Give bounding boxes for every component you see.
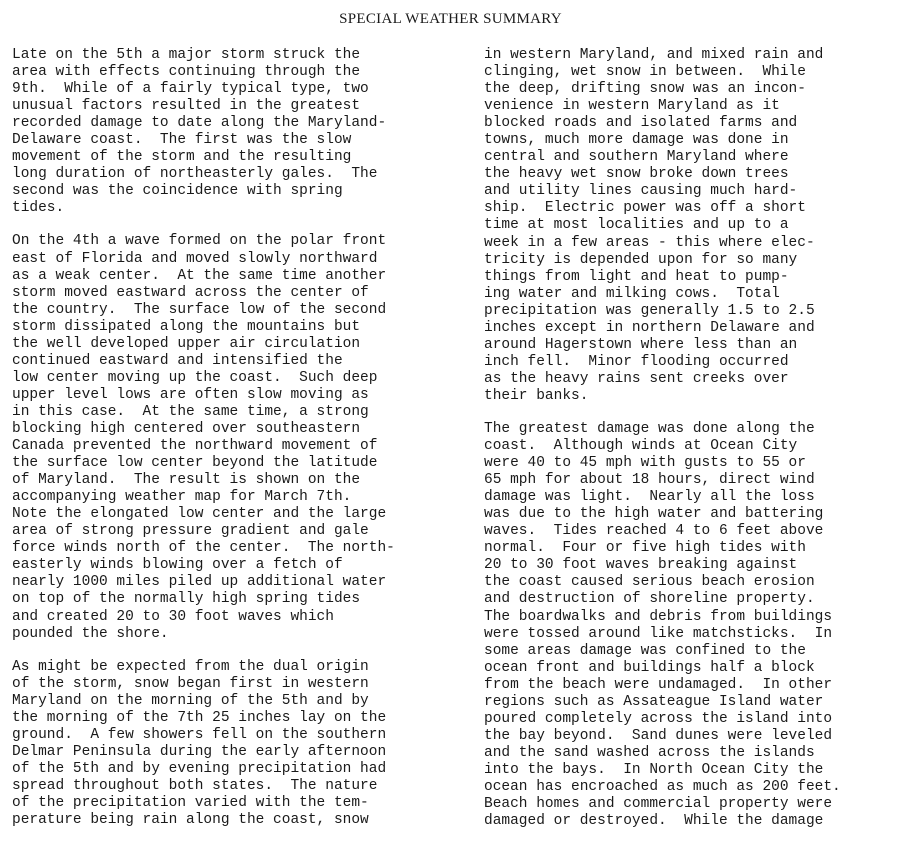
text-line: perature being rain along the coast, snow (12, 812, 369, 829)
text-line: accompanying weather map for March 7th. (12, 489, 352, 506)
text-line: and destruction of shoreline property. (484, 591, 815, 608)
text-line: as a weak center. At the same time another (12, 267, 387, 284)
text-line: ground. A few showers fell on the southern (12, 726, 387, 743)
text-line: the deep, drifting snow was an incon- (484, 81, 806, 98)
left-column (12, 47, 457, 829)
paragraph-snow-effects (484, 47, 894, 405)
text-line: were 40 to 45 mph with gusts to 55 or (484, 455, 806, 472)
text-line: as the heavy rains sent creeks over (484, 370, 789, 387)
text-line: central and southern Maryland where (484, 149, 789, 166)
paragraph-storm-overview (12, 47, 457, 217)
text-line: ocean front and buildings half a block (484, 659, 815, 676)
text-line: venience in western Maryland as it (484, 98, 780, 115)
text-line: from the beach were undamaged. In other (484, 676, 833, 693)
text-line: and created 20 to 30 foot waves which (12, 608, 334, 625)
text-line: their banks. (484, 387, 589, 404)
text-line: movement of the storm and the resulting (12, 149, 352, 166)
text-line: towns, much more damage was done in (484, 132, 789, 149)
text-line: ship. Electric power was off a short (484, 200, 806, 217)
text-line: second was the coincidence with spring (12, 183, 343, 200)
text-line: in this case. At the same time, a strong (12, 403, 369, 420)
text-line: 9th. While of a fairly typical type, two (12, 81, 369, 98)
text-line: things from light and heat to pump- (484, 268, 789, 285)
text-line: on top of the normally high spring tides (12, 591, 361, 608)
text-line: The greatest damage was done along the (484, 420, 815, 437)
text-line: force winds north of the center. The north- (12, 540, 395, 557)
text-line: spread throughout both states. The nature (12, 777, 378, 794)
text-line: around Hagerstown where less than an (484, 336, 798, 353)
text-line: low center moving up the coast. Such deep (12, 369, 378, 386)
text-line: tides. (12, 200, 65, 217)
text-line: As might be expected from the dual origin (12, 658, 369, 675)
text-line: into the bays. In North Ocean City the (484, 761, 824, 778)
text-line: inch fell. Minor flooding occurred (484, 353, 789, 370)
text-line: week in a few areas - this where elec- (484, 234, 815, 251)
text-line: Delaware coast. The first was the slow (12, 132, 352, 149)
text-line: Canada prevented the northward movement of (12, 438, 378, 455)
text-line: pounded the shore. (12, 625, 169, 642)
text-line: area with effects continuing through the (12, 64, 361, 81)
text-line: of the storm, snow began first in western (12, 675, 369, 692)
text-line: upper level lows are often slow moving as (12, 386, 369, 403)
text-line: unusual factors resulted in the greatest (12, 98, 361, 115)
right-column (484, 47, 894, 830)
paragraph-coastal-damage (484, 421, 894, 830)
text-line: precipitation was generally 1.5 to 2.5 (484, 302, 815, 319)
text-line: tricity is depended upon for so many (484, 251, 798, 268)
text-line: regions such as Assateague Island water (484, 693, 824, 710)
text-line: continued eastward and intensified the (12, 352, 343, 369)
text-line: 20 to 30 foot waves breaking against (484, 557, 798, 574)
text-line: storm moved eastward across the center of (12, 284, 369, 301)
text-line: The boardwalks and debris from buildings (484, 608, 833, 625)
text-line: clinging, wet snow in between. While (484, 64, 806, 81)
text-line: normal. Four or five high tides with (484, 540, 806, 557)
text-line: damage was light. Nearly all the loss (484, 489, 815, 506)
text-line: damaged or destroyed. While the damage (484, 813, 824, 830)
text-line: blocking high centered over southeastern (12, 420, 361, 437)
text-line: of the 5th and by evening precipitation had (12, 760, 387, 777)
text-line: ocean has encroached as much as 200 feet. (484, 778, 841, 795)
text-line: the surface low center beyond the latitude (12, 455, 378, 472)
text-line: storm dissipated along the mountains but (12, 318, 361, 335)
text-line: easterly winds blowing over a fetch of (12, 557, 343, 574)
text-line: Note the elongated low center and the large (12, 506, 387, 523)
text-line: of the precipitation varied with the tem- (12, 794, 369, 811)
text-line: Beach homes and commercial property were (484, 796, 833, 813)
text-line: the coast caused serious beach erosion (484, 574, 815, 591)
text-line: the well developed upper air circulation (12, 335, 361, 352)
text-line: were tossed around like matchsticks. In (484, 625, 833, 642)
text-line: nearly 1000 miles piled up additional water (12, 574, 387, 591)
text-line: and the sand washed across the islands (484, 744, 815, 761)
text-line: the heavy wet snow broke down trees (484, 166, 789, 183)
text-line: east of Florida and moved slowly northward (12, 250, 378, 267)
text-line: was due to the high water and battering (484, 506, 824, 523)
paragraph-storm-development (12, 233, 457, 642)
text-line: blocked roads and isolated farms and (484, 115, 798, 132)
text-line: the country. The surface low of the second (12, 301, 387, 318)
text-line: Late on the 5th a major storm struck the (12, 47, 361, 63)
text-line: the bay beyond. Sand dunes were leveled (484, 727, 833, 744)
text-line: coast. Although winds at Ocean City (484, 438, 798, 455)
text-line: waves. Tides reached 4 to 6 feet above (484, 523, 824, 540)
text-line: in western Maryland, and mixed rain and (484, 47, 824, 63)
text-line: Maryland on the morning of the 5th and by (12, 692, 369, 709)
text-line: poured completely across the island into (484, 710, 833, 727)
text-line: of Maryland. The result is shown on the (12, 472, 361, 489)
text-line: area of strong pressure gradient and gale (12, 523, 369, 540)
text-line: time at most localities and up to a (484, 217, 789, 234)
text-line: recorded damage to date along the Maryland- (12, 115, 387, 132)
text-line: On the 4th a wave formed on the polar front (12, 233, 387, 250)
paragraph-snow-onset (12, 659, 457, 829)
text-line: 65 mph for about 18 hours, direct wind (484, 472, 815, 489)
text-line: Delmar Peninsula during the early afternoon (12, 743, 387, 760)
text-line: ing water and milking cows. Total (484, 285, 780, 302)
document-title: SPECIAL WEATHER SUMMARY (339, 11, 562, 27)
text-line: long duration of northeasterly gales. The (12, 166, 378, 183)
text-line: the morning of the 7th 25 inches lay on the (12, 709, 387, 726)
text-line: some areas damage was confined to the (484, 642, 806, 659)
text-line: inches except in northern Delaware and (484, 319, 815, 336)
text-line: and utility lines causing much hard- (484, 183, 798, 200)
